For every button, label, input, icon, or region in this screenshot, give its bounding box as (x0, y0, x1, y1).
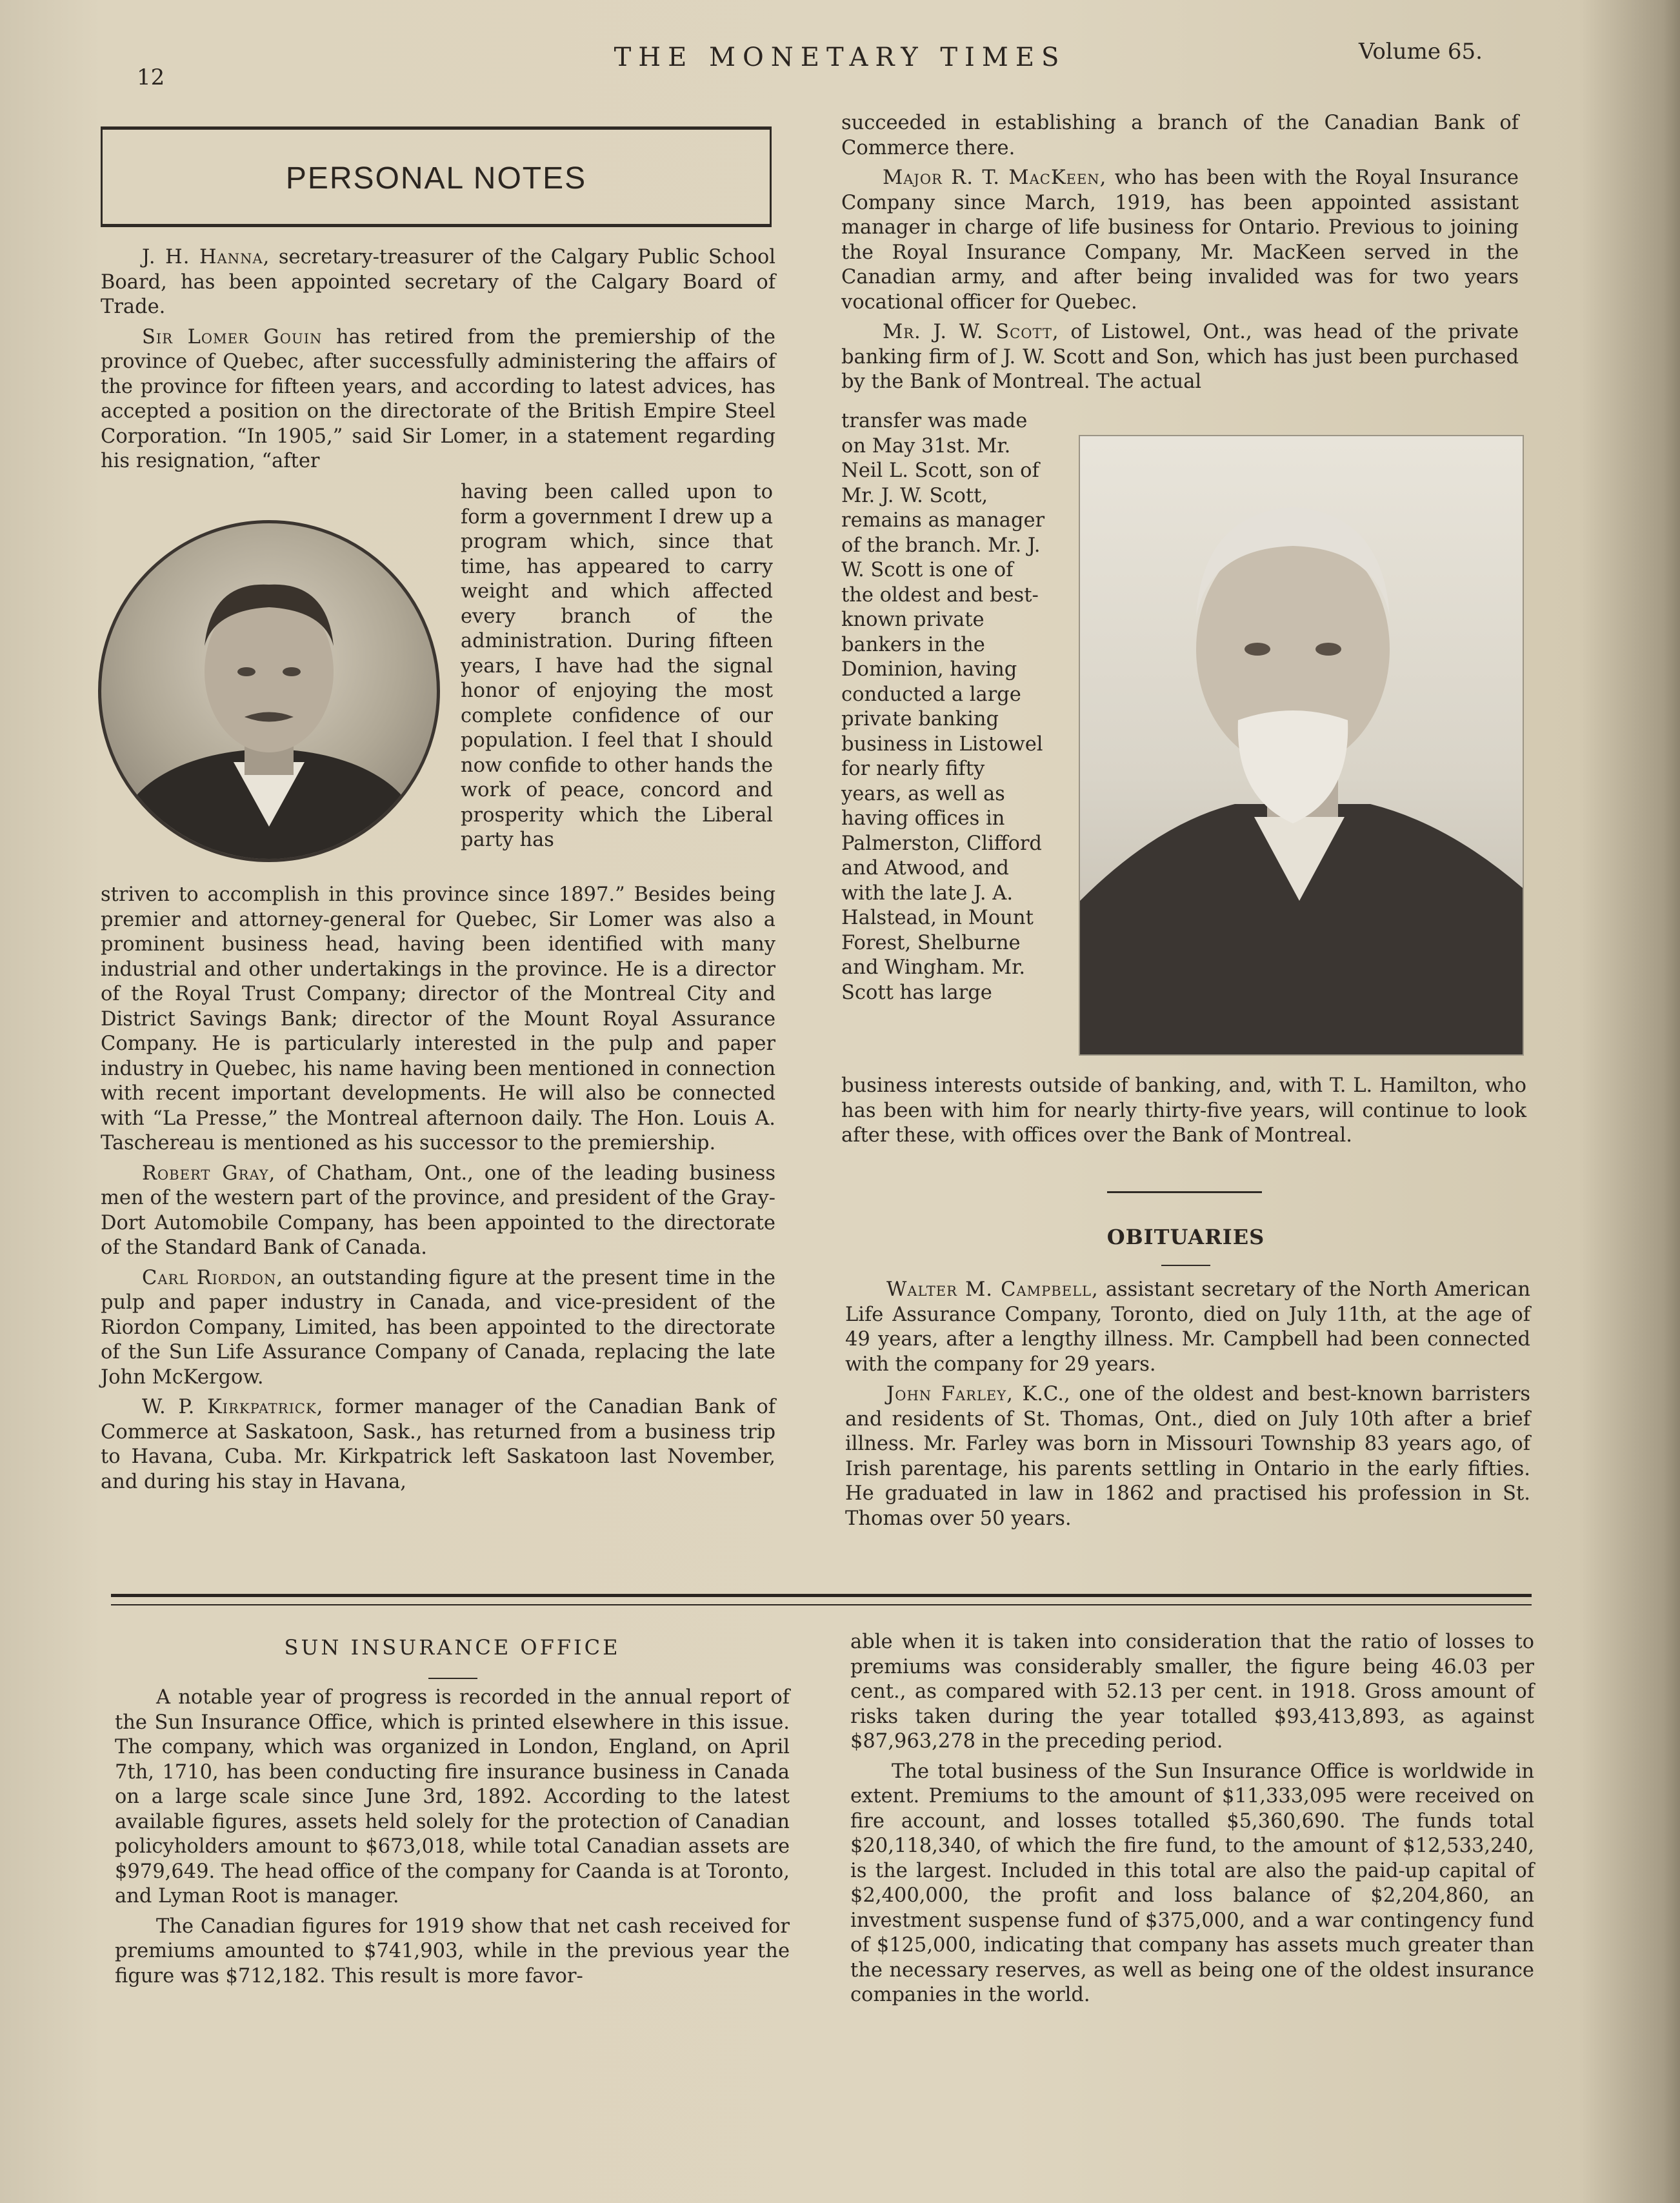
note-mackeen: Major R. T. MacKeen, who has been with the Royal Insurance Company since March, 1919, has been appointed assistant manager in charge of life business for Ontario. Previous to joining the Royal Insurance Company, Mr. MacKeen served in the Canadian army, and after being invalided was for two years vocational officer for Quebec. (841, 166, 1519, 314)
name-gouin: Sir Lomer Gouin (142, 325, 323, 348)
sun-insurance-right-column (850, 1630, 1534, 2013)
sun-paragraph-1: A notable year of progress is recorded in the annual report of the Sun Insurance Office, which is printed elsewhere in this issue. The company, which was organized in London, England, on April 7th, 1710, has been conducting fire insurance business in Canada on a large scale since June 3rd, 1892. According to the latest available figures, assets held solely for the protection of Canadian policyholders amount to $673,018, while total Canadian assets are $979,649. The head office of the company for Caanda is at Toronto, and Lyman Root is manager. (115, 1686, 790, 1907)
title-underline (428, 1678, 477, 1679)
portrait-figure-icon (101, 523, 437, 859)
note-kirkpatrick: W. P. Kirkpatrick, former manager of the Canadian Bank of Commerce at Saskatoon, Sask., has returned from a business trip to Havana, Cuba. Mr. Kirkpatrick left Saskatoon last November, and during his stay in Havana, (101, 1396, 775, 1493)
note-gray: Robert Gray, of Chatham, Ont., one of the leading business men of the western part of the province, and president of the Gray-Dort Automobile Company, has been appointed to the directorate of the Standard Bank of Canada. (101, 1162, 775, 1259)
page-number: 12 (137, 65, 165, 90)
obituaries-title: OBITUARIES (1106, 1225, 1265, 1249)
sun-paragraph-2: The Canadian figures for 1919 show that net cash received for premiums amounted to $741,903, while in the previous year the figure was $712,182. This result is more favor- (115, 1915, 790, 1987)
left-column-bottom (101, 883, 775, 1500)
note-hanna: J. H. Hanna, secretary-treasurer of the Calgary Public School Board, has been appointed secretary of the Calgary Board of Trade. (101, 246, 775, 318)
gouin-wrap-text: having been called upon to form a government I drew up a program which, since that time, has appeared to carry weight and which affected every branch of the administration. During fifteen years, I have had the signal honor of enjoying the most complete confidence of our population. I feel that I should now confide to other hands the work of peace, concord and prosperity which the Liberal party has (461, 481, 773, 851)
sun-insurance-left-column (115, 1685, 790, 1994)
section-rule-thin (111, 1604, 1532, 1605)
obituaries-column (845, 1278, 1530, 1536)
name-farley: John Farley, (886, 1383, 1014, 1405)
sun-paragraph-3: The total business of the Sun Insurance Office is worldwide in extent. Premiums to the amount of $11,333,095 were received on fire account, and losses totalled $5,360,690. The funds total $20,118,340, of which the fire fund, to the amount of $12,533,240, is the largest. Included in this total are also the paid-up capital of $2,400,000, the profit and loss balance of $2,204,860, an investment suspense fund of $375,000, and a war contingency fund of $125,000, indicating that company has assets much greater than the necessary reserves, as well as being one of the oldest insurance companies in the world. (850, 1760, 1534, 2006)
scott-wrap-column (841, 409, 1048, 1005)
name-scott: Mr. J. W. Scott, (883, 321, 1059, 343)
portrait-figure-icon (1080, 436, 1523, 1054)
personal-notes-title: PERSONAL NOTES (285, 161, 587, 196)
title-underline (1161, 1265, 1210, 1266)
left-column-top (101, 245, 775, 479)
note-gouin: Sir Lomer Gouin has retired from the premiership of the province of Quebec, after successfully administering the affairs of the province for fifteen years, and according to latest advices, has accepted a position on the directorate of the British Empire Steel Corporation. “In 1905,” said Sir Lomer, in a statement regarding his resignation, “after (101, 325, 775, 472)
name-hanna: J. H. Hanna, (142, 246, 270, 268)
name-campbell: Walter M. Campbell, (886, 1278, 1099, 1301)
name-gray: Robert Gray, (142, 1162, 276, 1185)
section-divider (1107, 1191, 1262, 1193)
scott-continuation: business interests outside of banking, and, with T. L. Hamilton, who has been with him for nearly thirty-five years, will continue to look after these, with offices over the Bank of Montreal. (841, 1074, 1526, 1147)
running-head: THE MONETARY TIMES (614, 43, 1066, 72)
obit-farley: John Farley, K.C., one of the oldest and best-known barristers and residents of St. Thomas, Ont., died on July 10th after a brief illness. Mr. Farley was born in Missouri Township 83 years ago, of Irish parentage, his parents settling in Ontario in the early fifties. He graduated in law in 1862 and practised his profession in St. Thomas over 50 years. (845, 1383, 1530, 1530)
note-scott: Mr. J. W. Scott, of Listowel, Ont., was head of the private banking firm of J. W. Scott and Son, which has just been purchased by the Bank of Montreal. The actual (841, 321, 1519, 393)
note-riordon: Carl Riordon, an outstanding figure at the present time in the pulp and paper industry in Canada, and vice-president of the Riordon Company, Limited, has been appointed to the directorate of the Sun Life Assurance Company of Canada, replacing the late John McKergow. (101, 1266, 775, 1389)
name-kirkpatrick: W. P. Kirkpatrick, (142, 1396, 324, 1418)
personal-notes-title-box (101, 126, 772, 227)
scott-wrap-text: transfer was made on May 31st. Mr. Neil L. Scott, son of Mr. J. W. Scott, remains as manager of the branch. Mr. J. W. Scott is one of the oldest and best-known private bankers in the Dominion, having conducted a large private banking business in Listowel for nearly fifty years, as well as having offices in Palmerston, Clifford and Atwood, and with the late J. A. Halstead, in Mount Forest, Shelburne and Wingham. Mr. Scott has large (841, 410, 1045, 1004)
name-mackeen: Major R. T. MacKeen, (883, 166, 1107, 189)
scott-continuation-column (841, 1074, 1526, 1154)
kirkpatrick-continuation: succeeded in establishing a branch of the Canadian Bank of Commerce there. (841, 112, 1519, 159)
volume-label: Volume 65. (1359, 39, 1483, 65)
sun-insurance-title: SUN INSURANCE OFFICE (284, 1635, 621, 1660)
gouin-continuation: striven to accomplish in this province since 1897.” Besides being premier and attorney-general for Quebec, Sir Lomer was also a prominent business head, having been identified with many industrial and other undertakings in the province. He is a director of the Royal Trust Company; director of the Montreal City and District Savings Bank; director of the Mount Royal Assurance Company. He is particularly interested in the pulp and paper industry in Quebec, his name having been mentioned in connection with recent important developments. He will also be connected with “La Presse,” the Montreal afternoon daily. The Hon. Louis A. Taschereau is mentioned as his successor to the premiership. (101, 883, 775, 1154)
right-column-top (841, 111, 1519, 400)
portrait-lomer-gouin (98, 520, 440, 862)
obit-campbell: Walter M. Campbell, assistant secretary of the North American Life Assurance Company, Toronto, died on July 11th, at the age of 49 years, after a lengthy illness. Mr. Campbell had been connected with the company for 29 years. (845, 1278, 1530, 1376)
sun-paragraph-2-continuation: able when it is taken into consideration that the ratio of losses to premiums was considerably smaller, the figure being 46.03 per cent., as compared with 52.13 per cent. in 1918. Gross amount of risks taken during the year totalled $93,413,893, as against $87,963,278 in the preceding period. (850, 1631, 1534, 1753)
portrait-j-w-scott (1079, 435, 1524, 1056)
name-riordon: Carl Riordon, (142, 1266, 284, 1289)
gouin-wrap-column (461, 480, 773, 858)
section-rule-thick (111, 1594, 1532, 1597)
